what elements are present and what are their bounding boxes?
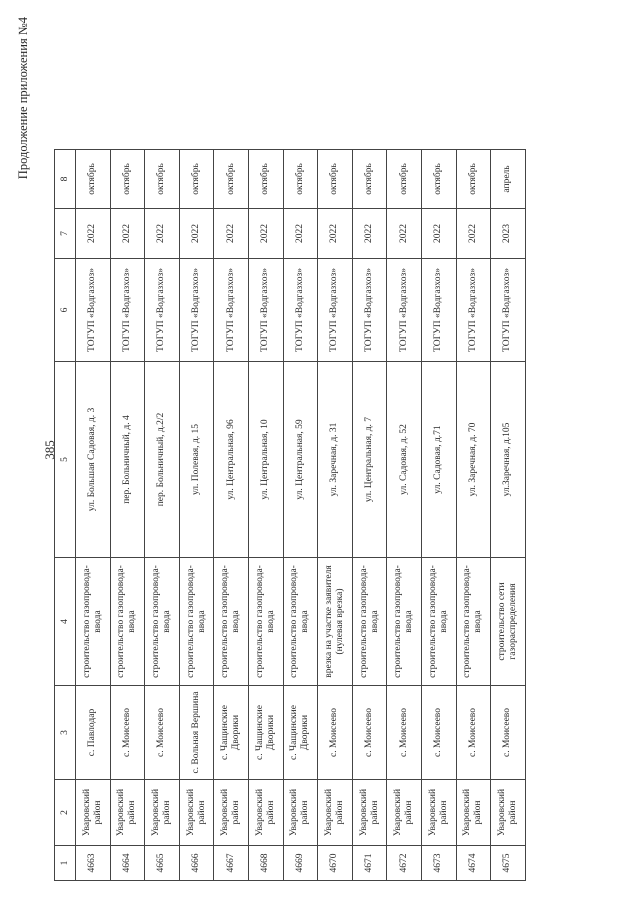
header-cell-2: 2: [55, 780, 76, 846]
row-number-cell: 4667: [214, 846, 249, 881]
address-cell: ул. Полевая, д. 15: [179, 362, 214, 558]
header-cell-1: 1: [55, 846, 76, 881]
year-cell: 2022: [76, 209, 111, 259]
address-cell: ул.Заречная, д.105: [491, 362, 526, 558]
district-cell: Уваровский район: [110, 780, 145, 846]
row-number-cell: 4671: [352, 846, 387, 881]
month-cell: октябрь: [248, 150, 283, 209]
table-row: [491, 150, 526, 881]
work-type-cell: строительство газопровода-ввода: [421, 558, 456, 686]
work-type-cell: строительство сети газораспределения: [491, 558, 526, 686]
address-cell: ул. Большая Садовая, д. 3: [76, 362, 111, 558]
year-cell: 2022: [179, 209, 214, 259]
table-row: [318, 150, 353, 881]
work-type-cell: строительство газопровода-ввода: [179, 558, 214, 686]
organization-cell: ТОГУП «Водгазхоз»: [248, 259, 283, 362]
table-row: [248, 150, 283, 881]
work-type-cell: строительство газопровода-ввода: [145, 558, 180, 686]
district-cell: Уваровский район: [214, 780, 249, 846]
header-cell-7: 7: [55, 209, 76, 259]
table-row: [421, 150, 456, 881]
organization-cell: ТОГУП «Водгазхоз»: [110, 259, 145, 362]
district-cell: Уваровский район: [76, 780, 111, 846]
month-cell: апрель: [491, 150, 526, 209]
month-cell: октябрь: [145, 150, 180, 209]
organization-cell: ТОГУП «Водгазхоз»: [387, 259, 422, 362]
settlement-cell: с. Моисеево: [491, 686, 526, 780]
row-number-cell: 4669: [283, 846, 318, 881]
district-cell: Уваровский район: [318, 780, 353, 846]
work-type-cell: строительство газопровода-ввода: [283, 558, 318, 686]
address-cell: ул. Заречная, д. 70: [456, 362, 491, 558]
district-cell: Уваровский район: [352, 780, 387, 846]
address-cell: ул. Центральная, 59: [283, 362, 318, 558]
row-number-cell: 4664: [110, 846, 145, 881]
row-number-cell: 4668: [248, 846, 283, 881]
table-row: [283, 150, 318, 881]
header-cell-8: 8: [55, 150, 76, 209]
district-cell: Уваровский район: [283, 780, 318, 846]
table-row: [145, 150, 180, 881]
settlement-cell: с. Чащинские Дворики: [248, 686, 283, 780]
address-cell: ул. Центральная, 10: [248, 362, 283, 558]
organization-cell: ТОГУП «Водгазхоз»: [283, 259, 318, 362]
district-cell: Уваровский район: [491, 780, 526, 846]
month-cell: октябрь: [421, 150, 456, 209]
settlement-cell: с. Чащинские Дворики: [283, 686, 318, 780]
work-type-cell: врезка на участке заявителя (нулевая врезка): [318, 558, 353, 686]
address-cell: ул. Центральная, 96: [214, 362, 249, 558]
work-type-cell: строительство газопровода-ввода: [387, 558, 422, 686]
work-type-cell: строительство газопровода-ввода: [248, 558, 283, 686]
organization-cell: ТОГУП «Водгазхоз»: [421, 259, 456, 362]
settlement-cell: с. Моисеево: [145, 686, 180, 780]
table-row: [110, 150, 145, 881]
month-cell: октябрь: [179, 150, 214, 209]
year-cell: 2022: [352, 209, 387, 259]
month-cell: октябрь: [110, 150, 145, 209]
row-number-cell: 4670: [318, 846, 353, 881]
table-row: [387, 150, 422, 881]
data-table: [54, 149, 526, 881]
settlement-cell: с. Моисеево: [456, 686, 491, 780]
address-cell: ул. Садовая, д.71: [421, 362, 456, 558]
header-cell-6: 6: [55, 259, 76, 362]
table-row: [352, 150, 387, 881]
settlement-cell: с. Моисеево: [387, 686, 422, 780]
year-cell: 2022: [283, 209, 318, 259]
work-type-cell: строительство газопровода-ввода: [456, 558, 491, 686]
settlement-cell: с. Моисеево: [352, 686, 387, 780]
row-number-cell: 4666: [179, 846, 214, 881]
work-type-cell: строительство газопровода-ввода: [110, 558, 145, 686]
organization-cell: ТОГУП «Водгазхоз»: [179, 259, 214, 362]
month-cell: октябрь: [214, 150, 249, 209]
organization-cell: ТОГУП «Водгазхоз»: [76, 259, 111, 362]
address-cell: ул. Центральная, д. 7: [352, 362, 387, 558]
month-cell: октябрь: [318, 150, 353, 209]
address-cell: пер. Больничный, д.2/2: [145, 362, 180, 558]
year-cell: 2022: [145, 209, 180, 259]
page-number: 385: [42, 440, 57, 460]
settlement-cell: с. Вольная Вершина: [179, 686, 214, 780]
work-type-cell: строительство газопровода-ввода: [352, 558, 387, 686]
organization-cell: ТОГУП «Водгазхоз»: [491, 259, 526, 362]
settlement-cell: с. Павлодар: [76, 686, 111, 780]
address-cell: ул. Заречная, д. 31: [318, 362, 353, 558]
appendix-caption: Продолжение приложения №4: [16, 17, 30, 180]
district-cell: Уваровский район: [456, 780, 491, 846]
organization-cell: ТОГУП «Водгазхоз»: [214, 259, 249, 362]
header-cell-4: 4: [55, 558, 76, 686]
organization-cell: ТОГУП «Водгазхоз»: [318, 259, 353, 362]
year-cell: 2022: [456, 209, 491, 259]
table-row: [76, 150, 111, 881]
year-cell: 2022: [248, 209, 283, 259]
district-cell: Уваровский район: [421, 780, 456, 846]
year-cell: 2022: [214, 209, 249, 259]
organization-cell: ТОГУП «Водгазхоз»: [352, 259, 387, 362]
month-cell: октябрь: [352, 150, 387, 209]
settlement-cell: с. Чащинские Дворики: [214, 686, 249, 780]
year-cell: 2022: [387, 209, 422, 259]
table-row: [179, 150, 214, 881]
address-cell: пер. Больничный, д. 4: [110, 362, 145, 558]
district-cell: Уваровский район: [179, 780, 214, 846]
district-cell: Уваровский район: [387, 780, 422, 846]
month-cell: октябрь: [76, 150, 111, 209]
year-cell: 2022: [110, 209, 145, 259]
row-number-cell: 4672: [387, 846, 422, 881]
district-cell: Уваровский район: [145, 780, 180, 846]
address-cell: ул. Садовая, д. 52: [387, 362, 422, 558]
settlement-cell: с. Моисеево: [110, 686, 145, 780]
row-number-cell: 4675: [491, 846, 526, 881]
month-cell: октябрь: [456, 150, 491, 209]
header-cell-3: 3: [55, 686, 76, 780]
year-cell: 2022: [421, 209, 456, 259]
header-cell-5: 5: [55, 362, 76, 558]
district-cell: Уваровский район: [248, 780, 283, 846]
work-type-cell: строительство газопровода-ввода: [76, 558, 111, 686]
table-row: [214, 150, 249, 881]
row-number-cell: 4665: [145, 846, 180, 881]
year-cell: 2022: [318, 209, 353, 259]
organization-cell: ТОГУП «Водгазхоз»: [456, 259, 491, 362]
month-cell: октябрь: [283, 150, 318, 209]
row-number-cell: 4674: [456, 846, 491, 881]
row-number-cell: 4663: [76, 846, 111, 881]
month-cell: октябрь: [387, 150, 422, 209]
settlement-cell: с. Моисеево: [318, 686, 353, 780]
settlement-cell: с. Моисеево: [421, 686, 456, 780]
table-row: [456, 150, 491, 881]
row-number-cell: 4673: [421, 846, 456, 881]
year-cell: 2023: [491, 209, 526, 259]
organization-cell: ТОГУП «Водгазхоз»: [145, 259, 180, 362]
header-row: [55, 150, 76, 881]
work-type-cell: строительство газопровода-ввода: [214, 558, 249, 686]
